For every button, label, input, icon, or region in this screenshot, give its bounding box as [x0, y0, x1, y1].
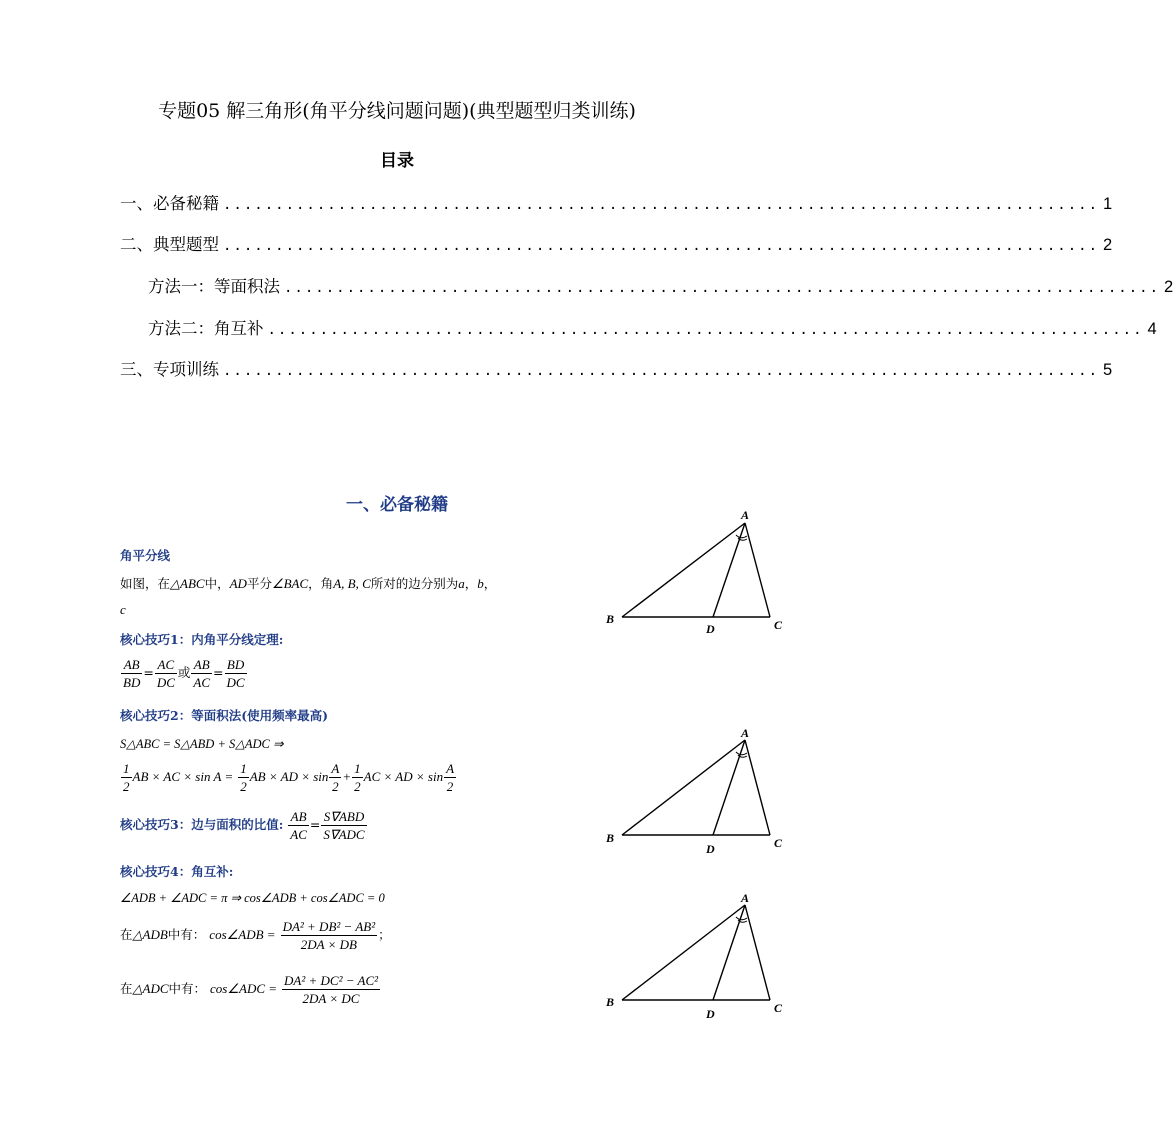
tip2-heading: 核心技巧2：等面积法(使用频率最高)	[120, 708, 329, 723]
math-b: b	[477, 576, 484, 591]
toc-label: 方法二：角互补	[148, 319, 264, 338]
tip3-heading: 核心技巧3：边与面积的比值:	[120, 817, 284, 832]
toc-leader: ....................................................................................	[284, 280, 1161, 296]
intro-line: 如图，在△ABC中，AD平分∠BAC，角A, B, C所对的边分别为a，b，	[120, 576, 497, 591]
fraction: $\frac{AB}{AC}$	[290, 809, 307, 842]
math-a: a	[458, 576, 465, 591]
fraction: $\frac{BD}{DC}$	[226, 657, 245, 690]
intro-text: 中，	[204, 576, 230, 591]
fraction: $\frac{\text{S∇ABD}}{\text{S∇ADC}}$	[323, 809, 365, 842]
vertex-label-c: C	[774, 836, 783, 850]
toc-leader: ....................................................................................	[223, 238, 1100, 254]
fraction: $\frac{1}{2}$	[123, 761, 130, 794]
triangle-figure-1	[600, 505, 790, 640]
toc-item-2[interactable]	[120, 231, 1113, 255]
fraction: $\frac{1}{2}$	[240, 761, 247, 794]
fraction: $\frac{\text{DA² + DB² − AB²}}{2DA \times DB}$	[282, 919, 376, 952]
tip4-line1: ∠ADB + ∠ADC = π ⇒ cos∠ADB + cos∠ADC = 0	[120, 891, 385, 905]
toc-leader: ....................................................................................	[223, 363, 1100, 379]
vertex-label-c: C	[774, 618, 783, 632]
triangle-figure-3	[600, 890, 790, 1025]
math-ad: AD	[229, 576, 247, 591]
area-formula: $\frac{1}{2}$ AB × AC × sin A = $\frac{1}{2}$ AB × AD × sin $\frac{A}{2}$ + $\frac{1}{2}$ AC × AD × sin $\frac{A}{2}$	[123, 761, 455, 794]
fraction: $\frac{1}{2}$	[354, 761, 361, 794]
section-title: 一、必备秘籍	[346, 495, 448, 515]
vertex-label-b: B	[606, 995, 615, 1009]
toc-page: 2	[1164, 278, 1173, 296]
tip4-heading: 核心技巧4：角互补:	[120, 864, 234, 879]
math-vertices: A, B, C	[333, 576, 371, 591]
math-angle: ∠BAC	[271, 576, 309, 591]
toc-label: 二、典型题型	[120, 235, 219, 254]
fraction: $\frac{A}{2}$	[331, 761, 340, 794]
triangle-figure-2	[600, 725, 790, 860]
or-text: 或	[177, 665, 191, 680]
vertex-label-d: D	[706, 622, 715, 636]
tip1-formula: $\frac{AB}{BD}$ = $\frac{AC}{DC}$ 或 $\frac{AB}{AC}$ = $\frac{BD}{DC}$	[123, 657, 245, 690]
toc-item-5[interactable]	[120, 356, 1113, 380]
toc-page: 2	[1103, 236, 1113, 254]
vertex-label-a: A	[741, 726, 750, 740]
tip1-heading: 核心技巧1：内角平分线定理:	[120, 632, 284, 647]
fraction: $\frac{AB}{BD}$	[123, 657, 141, 690]
toc-heading: 目录	[380, 151, 414, 171]
math-c: c	[120, 602, 126, 617]
vertex-label-a: A	[741, 891, 750, 905]
fraction: $\frac{A}{2}$	[446, 761, 455, 794]
toc-page: 1	[1103, 195, 1113, 213]
vertex-label-b: B	[606, 831, 615, 845]
fraction: $\frac{\text{DA² + DC² − AC²}}{2DA \times DC}$	[284, 973, 379, 1006]
toc-leader: ....................................................................................	[267, 322, 1144, 338]
toc-leader: ....................................................................................	[223, 197, 1100, 213]
toc-item-3[interactable]	[148, 273, 1173, 297]
intro-text: 平分	[246, 576, 272, 591]
intro-text: 所对的边分别为	[370, 576, 459, 591]
math-triangle: △ABC	[170, 576, 205, 591]
toc-label: 一、必备秘籍	[120, 194, 219, 213]
tip4-line3: 在△ADC中有： cos∠ADC = $\frac{\text{DA² + DC² − AC²}}{2DA \times DC}$	[120, 973, 379, 1006]
toc-page: 4	[1147, 320, 1157, 338]
topic-label: 角平分线	[120, 548, 171, 563]
vertex-label-d: D	[706, 1007, 715, 1021]
fraction: $\frac{AB}{AC}$	[193, 657, 211, 690]
toc-item-4[interactable]	[148, 315, 1157, 339]
vertex-label-c: C	[774, 1001, 783, 1015]
toc-label: 三、专项训练	[120, 360, 219, 379]
intro-line-2	[120, 602, 126, 618]
intro-text: 如图，在	[120, 576, 171, 591]
toc-page: 5	[1103, 361, 1113, 379]
toc-item-1[interactable]	[120, 190, 1113, 214]
toc-label: 方法一：等面积法	[148, 277, 280, 296]
vertex-label-b: B	[606, 612, 615, 626]
document-title: 专题05 解三角形(角平分线问题问题)(典型题型归类训练)	[158, 100, 636, 122]
fraction: $\frac{AC}{DC}$	[156, 657, 175, 690]
tip3-line: 核心技巧3：边与面积的比值: $\frac{AB}{AC}$ = $\frac{\text{S∇ABD}}{\text{S∇ADC}}$	[120, 809, 365, 842]
vertex-label-a: A	[741, 508, 750, 522]
tip4-line2: 在△ADB中有： cos∠ADB = $\frac{\text{DA² + DB² − AB²}}{2DA \times DB}$ ；	[120, 919, 391, 952]
vertex-label-d: D	[706, 842, 715, 856]
area-equation: S△ABC = S△ABD + S△ADC ⇒	[120, 737, 284, 751]
intro-text: ，角	[308, 576, 334, 591]
